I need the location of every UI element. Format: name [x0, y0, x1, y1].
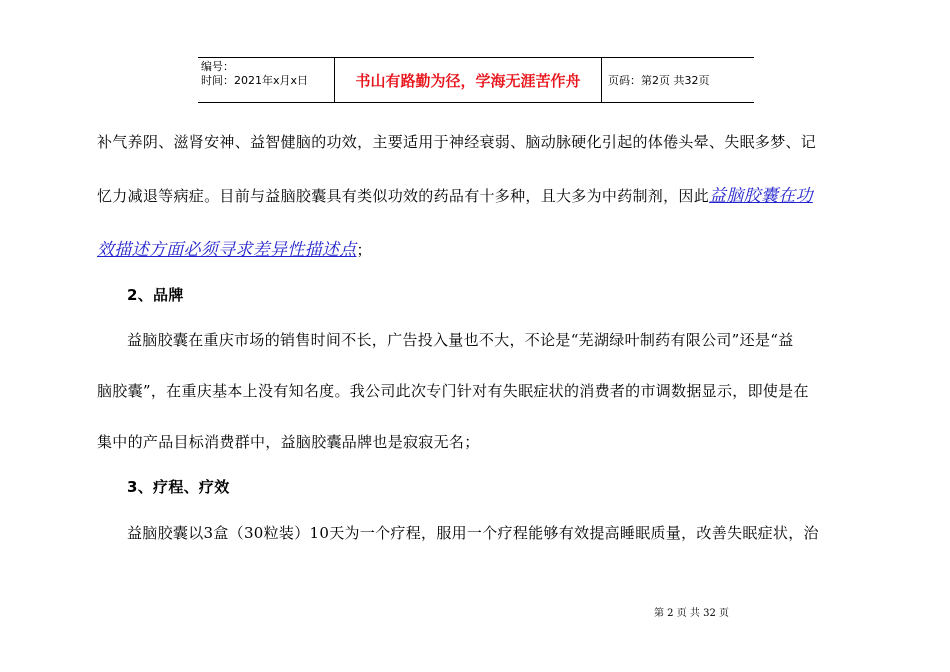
- section-heading-brand: 2、品牌: [127, 286, 184, 304]
- paragraph-line: 补气养阴、滋肾安神、益智健脑的功效，主要适用于神经衰弱、脑动脉硬化引起的体倦头晕、失眠多梦、记: [97, 133, 817, 151]
- description-link[interactable]: 益脑胶囊在功: [709, 186, 813, 206]
- section-heading-course: 3、疗程、疗效: [127, 478, 230, 496]
- page-header: [198, 57, 754, 103]
- header-meta-cell: [198, 58, 335, 102]
- paragraph-line: 脑胶囊”，在重庆基本上没有知名度。我公司此次专门针对有失眠症状的消费者的市调数据显示，即使是在: [97, 382, 809, 400]
- paragraph-line: [97, 186, 813, 206]
- header-number-label: 编号：: [201, 60, 234, 73]
- paragraph-line: 集中的产品目标消费群中，益脑胶囊品牌也是寂寂无名；: [97, 433, 480, 451]
- header-date-label: 时间：2021年x月x日: [201, 74, 309, 87]
- paragraph-text: ；: [356, 241, 372, 259]
- paragraph-text: 忆力减退等病症。目前与益脑胶囊具有类似功效的药品有十多种，且大多为中药制剂，因此: [97, 187, 710, 205]
- page-footer: 第 2 页 共 32 页: [654, 608, 729, 619]
- description-link-continued[interactable]: 效描述方面必须寻求差异性描述点: [97, 240, 357, 260]
- paragraph-line: [97, 240, 372, 260]
- header-page-info: 页码：第2页 共32页: [608, 74, 710, 87]
- header-motto: 书山有路勤为径，学海无涯苦作舟: [335, 58, 602, 102]
- paragraph-line: 益脑胶囊在重庆市场的销售时间不长，广告投入量也不大，不论是“芜湖绿叶制药有限公司”还是“益: [127, 331, 794, 349]
- paragraph-line: 益脑胶囊以3盒（30粒装）10天为一个疗程，服用一个疗程能够有效提高睡眠质量，改善失眠症状，治: [127, 524, 819, 542]
